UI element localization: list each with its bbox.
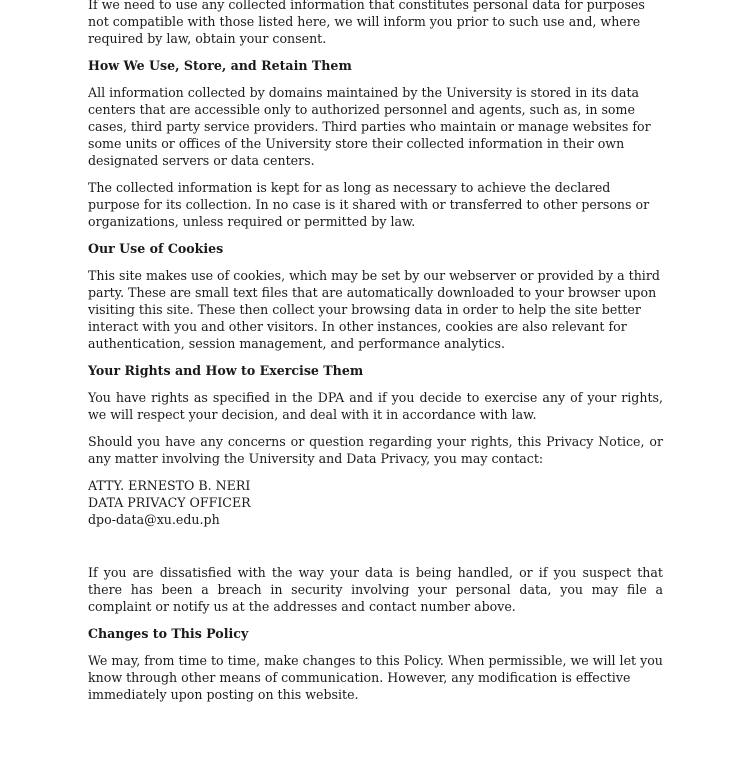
paragraph-retention: The collected information is kept for as long as necessary to achieve the declared purpose for its collection. In no case is it shared with or transferred to other persons or organizations, unless required or permitted by law. [88, 180, 650, 229]
document-page [88, 0, 663, 713]
contact-title: DATA PRIVACY OFFICER [88, 495, 251, 510]
contact-name: ATTY. ERNESTO B. NERI [88, 478, 251, 493]
paragraph-changes: We may, from time to time, make changes to this Policy. When permissible, we will let you know through other means of communication. However, any modification is effective immediately upon posting on this website. [88, 653, 663, 702]
spacer [88, 528, 663, 564]
heading-use-store-retain: How We Use, Store, and Retain Them [88, 58, 352, 73]
heading-rights: Your Rights and How to Exercise Them [88, 363, 364, 378]
heading-changes: Changes to This Policy [88, 626, 249, 641]
paragraph-cookies: This site makes use of cookies, which may be set by our webserver or provided by a third party. These are small text files that are automatically downloaded to your browser upon visiting this site. These then collect your browsing data in order to help the site better interact with you and other visitors. In other instances, cookies are also relevant for authentication, session management, and performance analytics. [88, 268, 660, 351]
contact-email: dpo-data@xu.edu.ph [88, 512, 220, 527]
heading-cookies: Our Use of Cookies [88, 241, 224, 256]
paragraph-contact-intro: Should you have any concerns or question regarding your rights, this Privacy Notice, or any matter involving the University and Data Privacy, you may contact: [88, 434, 663, 466]
paragraph-complaint: If you are dissatisfied with the way your data is being handled, or if you suspect that there has been a breach in security involving your personal data, you may file a complaint or notify us at the addresses and contact number above. [88, 565, 663, 614]
paragraph-rights: You have rights as specified in the DPA and if you decide to exercise any of your rights, we will respect your decision, and deal with it in accordance with law. [88, 390, 663, 422]
intro-paragraph: If we need to use any collected information that constitutes personal data for purposes not compatible with those listed here, we will inform you prior to such use and, where required by law, obtain your consent. [88, 0, 645, 46]
paragraph-storage: All information collected by domains maintained by the University is stored in its data centers that are accessible only to authorized personnel and agents, such as, in some cases, third party service providers. Third parties who maintain or manage websites for some units or offices of the University store their collected information in their own designated servers or data centers. [88, 85, 651, 168]
contact-block [88, 477, 663, 528]
